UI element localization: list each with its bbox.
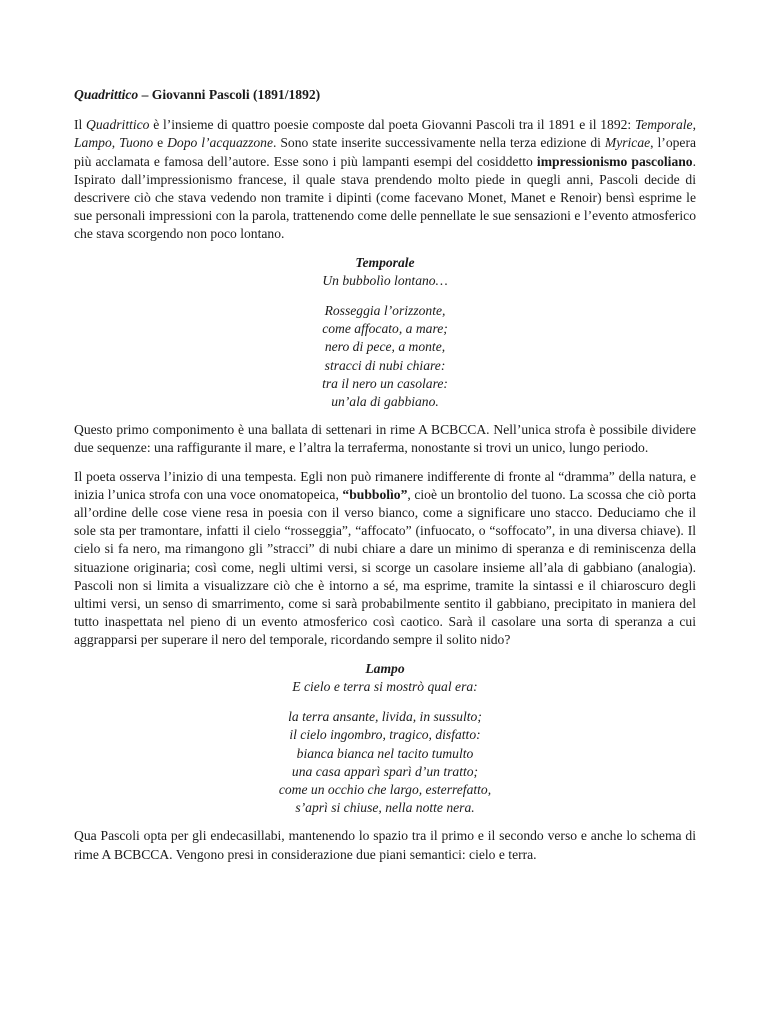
poem-title: Temporale — [355, 254, 415, 270]
poem-lampo — [74, 660, 696, 818]
poem-line: Un bubbolìo lontano… — [322, 272, 448, 288]
document-body — [74, 86, 696, 874]
text-run-bold: impressionismo pascoliano — [536, 153, 693, 169]
poem-line: come un occhio che largo, esterrefatto, — [278, 781, 492, 797]
text-run-italic: Quadrittico — [86, 117, 150, 133]
text-run: , cioè un brontolio del tuono. La scossa che ciò porta all’ordine delle cose viene resa in poesia con il verso bianco, come a significare uno stacco. Deduciamo che il sole sta per tramontare, infatti il cielo “rosseggia”, “affocato” (infuocato, o “soffocato”, in una diversa chiave). Il cielo si fa nero, ma rimangono gli ”stracci” di nubi chiare a dare un minimo di speranza e di reminiscenza della situazione originaria; così come, negli ultimi versi, si scorge un casolare insieme all’ala di gabbiano (analogia). Pascoli non si limita a visualizzare ciò che è intorno a sé, ma esprime, tramite la sintassi e il chiaroscuro degli ultimi versi, un senso di smarrimento, come si sarà probabilmente sentito il gabbiano, precipitato in maniera del tutto inaspettata nel pieno di un evento atmosferico così caotico. Sarà il casolare una sorta di speranza a cui aggrapparsi per superare il nero del temporale, ricordando sempre il solito nido? — [74, 486, 696, 648]
text-run: è l’insieme di quattro poesie composte dal poeta Giovanni Pascoli tra il 1891 e il 1892: — [149, 117, 635, 133]
title-work: Quadrittico — [74, 87, 139, 102]
poem-line: nero di pece, a monte, — [324, 339, 446, 355]
analysis-paragraph-2 — [74, 468, 696, 650]
text-run: Il — [74, 117, 87, 133]
text-run-italic: Lampo — [74, 135, 112, 151]
text-run: , l’opera più acclamata e famosa dell’autore. Esse sono i più lampanti esempi del cosiddetto — [74, 135, 697, 169]
text-run-italic: Tuono — [119, 135, 154, 151]
poem-temporale — [74, 254, 696, 412]
text-run-italic: Temporale — [634, 117, 693, 133]
poem-line: tra il nero un casolare: — [322, 375, 448, 391]
text-run: e — [153, 135, 168, 151]
text-run-italic: Dopo l’acquazzone — [167, 135, 273, 151]
analysis-paragraph-3: Qua Pascoli opta per gli endecasillabi, mantenendo lo spazio tra il primo e il secondo verso e anche lo schema di rime A BCBCCA. Vengono presi in considerazione due piani semantici: cielo e terra. — [74, 828, 696, 862]
stanza-gap — [74, 696, 696, 708]
intro-paragraph — [74, 116, 696, 243]
stanza-gap — [74, 290, 696, 302]
page-title — [74, 86, 696, 104]
poem-line: s’aprì si chiuse, nella notte nera. — [295, 800, 475, 816]
poem-line: un’ala di gabbiano. — [331, 394, 439, 410]
poem-line: bianca bianca nel tacito tumulto — [296, 745, 474, 761]
text-run: . Sono state inserite successivamente nella terza edizione di — [273, 135, 605, 151]
text-run: Il poeta osserva l’inizio di una tempesta. Egli non può rimanere indifferente di fronte al “dramma” della natura, e inizia l’unica strofa con una voce onomatopeica, — [74, 468, 696, 502]
poem-line: E cielo e terra si mostrò qual era: — [292, 678, 478, 694]
poem-line: stracci di nubi chiare: — [324, 357, 446, 373]
text-run: . Ispirato dall’impressionismo francese, il quale stava prendendo molto piede in quegli anni, Pascoli decide di descrivere ciò che stava vedendo non tramite i dipinti (come facevano Monet, Manet e Renoir) bensì esprime le sue personali impressioni con la parola, trattenendo come delle pennellate le sue sensazioni e l’evento atmosferico che stava scorgendo non poco lontano. — [74, 153, 697, 242]
text-run: , — [692, 117, 696, 133]
poem-line: Rosseggia l’orizzonte, — [324, 303, 446, 319]
text-run: , — [111, 135, 120, 151]
text-run-italic: Myricae — [604, 135, 651, 151]
title-author-date: – Giovanni Pascoli (1891/1892) — [138, 87, 321, 102]
text-run-bold: “bubbolìo” — [342, 486, 408, 502]
poem-line: la terra ansante, livida, in sussulto; — [288, 709, 482, 725]
poem-line: come affocato, a mare; — [322, 321, 448, 337]
analysis-paragraph-1: Questo primo componimento è una ballata di settenari in rime A BCBCCA. Nell’unica strofa è possibile dividere due sequenze: una raffigurante il mare, e l’altra la terraferma, nonostante si trovi un unico, lungo periodo. — [74, 422, 696, 456]
poem-line: il cielo ingombro, tragico, disfatto: — [289, 727, 481, 743]
poem-title: Lampo — [365, 660, 405, 676]
poem-line: una casa apparì sparì d’un tratto; — [291, 763, 479, 779]
